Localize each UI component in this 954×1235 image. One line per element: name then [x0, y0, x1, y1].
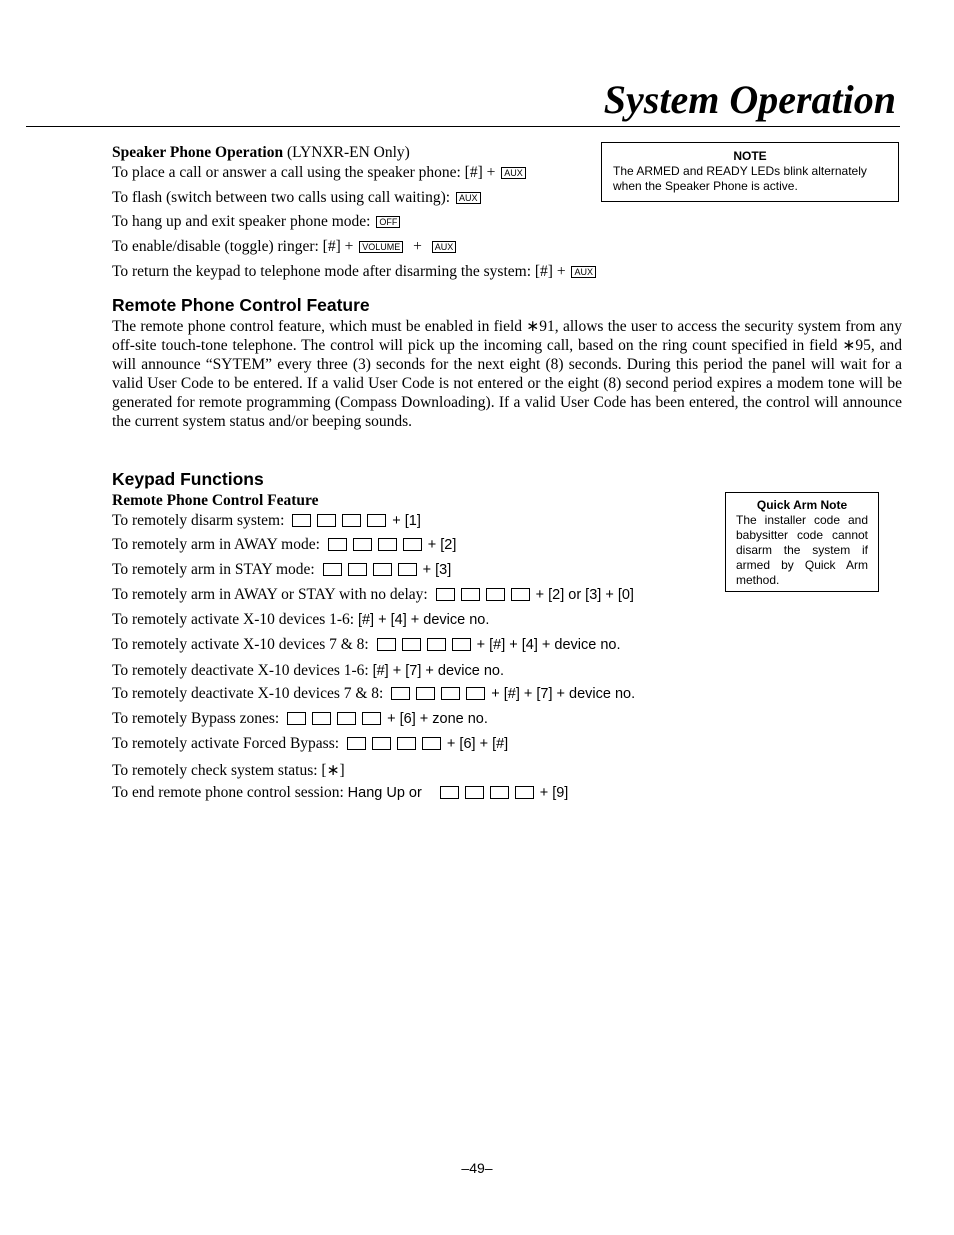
- speaker-note-box: [601, 142, 899, 202]
- keypad-heading: Keypad Functions: [112, 469, 264, 489]
- speaker-line-text: To hang up and exit speaker phone mode:: [112, 213, 371, 230]
- keypad-line-label: To remotely arm in AWAY or STAY with no delay:: [112, 586, 428, 603]
- code-boxes: [328, 538, 428, 556]
- keypad-line-label: To remotely deactivate X-10 devices 1-6:: [112, 662, 369, 679]
- speaker-line-text: To return the keypad to telephone mode after disarming the system: [#] +: [112, 263, 566, 280]
- quick-arm-note-box: [725, 492, 879, 592]
- keypad-line: [112, 784, 568, 804]
- keypad-line: [112, 685, 635, 705]
- keypad-line-suffix: + [3]: [422, 562, 452, 578]
- keypad-line-label: To remotely check system status: [∗]: [112, 762, 345, 779]
- speaker-line: [112, 164, 526, 182]
- keypad-line-suffix: + [6] + [#]: [446, 736, 509, 752]
- speaker-heading-suffix: (LYNXR-EN Only): [286, 144, 410, 161]
- keypad-line-suffix: + [2]: [427, 537, 457, 553]
- keypad-line-suffix: + [9]: [539, 785, 569, 801]
- speaker-line: [112, 238, 456, 256]
- remote-section-heading: Remote Phone Control Feature: [112, 295, 370, 315]
- keypad-line: [112, 636, 621, 656]
- speaker-heading-line: [112, 144, 410, 162]
- aux-key: AUX: [456, 192, 481, 204]
- keypad-line-suffix: + [#] + [4] + device no.: [476, 637, 621, 653]
- volume-key: VOLUME: [359, 241, 403, 253]
- code-boxes: [377, 638, 477, 656]
- keypad-line-suffix: + [1]: [392, 513, 421, 529]
- keypad-line: [112, 662, 504, 680]
- off-key: OFF: [376, 216, 400, 228]
- speaker-line: [112, 263, 596, 281]
- code-boxes: [323, 563, 423, 581]
- note-title: Quick Arm Note: [756, 498, 848, 512]
- plus-sign: +: [413, 238, 422, 255]
- keypad-line-label: To end remote phone control session:: [112, 784, 344, 801]
- code-boxes: [347, 737, 447, 755]
- keypad-line-label: To remotely activate X-10 devices 7 & 8:: [112, 636, 369, 653]
- code-boxes: [440, 786, 540, 804]
- remote-section-paragraph: The remote phone control feature, which must be enabled in field ∗91, allows the user to access the security system from any off-site touch-tone telephone. The control will pick up the incoming call, based on the ring count specified in field ∗95, and will announce “SYTEM” every three (3) seconds for the next eight (8) seconds. During this period the panel will wait for a valid User Code to be entered. If a valid User Code is not entered or the eight (8) second period expires a modem tone will be generated for remote programming (Compass Downloading). If a valid User Code has been entered, the control will announce the current system status and/or beeping sounds.: [112, 318, 902, 430]
- keypad-line-suffix: + [6] + zone no.: [387, 711, 488, 727]
- speaker-line-text: To enable/disable (toggle) ringer: [#] +: [112, 238, 354, 255]
- keypad-subheading: Remote Phone Control Feature: [112, 492, 319, 509]
- code-boxes: [292, 514, 392, 532]
- keypad-line-label: To remotely activate X-10 devices 1-6:: [112, 611, 355, 628]
- note-title: NOTE: [733, 149, 767, 163]
- note-text: The ARMED and READY LEDs blink alternately when the Speaker Phone is active.: [613, 164, 867, 193]
- keypad-line-suffix: [#] + [4] + device no.: [357, 612, 490, 628]
- aux-key: AUX: [432, 241, 457, 253]
- aux-key: AUX: [501, 167, 526, 179]
- keypad-line: [112, 611, 489, 629]
- keypad-line-suffix: + [#] + [7] + device no.: [491, 686, 636, 702]
- keypad-line-label: To remotely disarm system:: [112, 512, 285, 529]
- speaker-line: [112, 189, 481, 207]
- page-number: –49–: [461, 1160, 493, 1176]
- keypad-line-label: To remotely arm in STAY mode:: [112, 561, 315, 578]
- keypad-line: [112, 710, 488, 730]
- keypad-line-label: To remotely deactivate X-10 devices 7 & 8:: [112, 685, 384, 702]
- keypad-line-suffix: + [2] or [3] + [0]: [535, 587, 634, 603]
- keypad-line: [112, 761, 345, 780]
- keypad-line: [112, 536, 456, 556]
- speaker-line-text: To place a call or answer a call using the speaker phone: [#] +: [112, 164, 496, 181]
- keypad-line-label: To remotely Bypass zones:: [112, 710, 280, 727]
- keypad-line-label: To remotely activate Forced Bypass:: [112, 735, 340, 752]
- title-rule: [26, 126, 900, 127]
- code-boxes: [391, 687, 491, 705]
- page-title: System Operation: [603, 77, 896, 122]
- keypad-line: [112, 512, 421, 532]
- keypad-line: [112, 735, 508, 755]
- aux-key: AUX: [571, 266, 596, 278]
- note-text: The installer code and babysitter code cannot disarm the system if armed by Quick Arm method.: [736, 513, 868, 587]
- speaker-heading: Speaker Phone Operation: [112, 144, 284, 161]
- keypad-line-suffix: [#] + [7] + device no.: [372, 663, 504, 679]
- speaker-line-text: To flash (switch between two calls using call waiting):: [112, 189, 451, 206]
- keypad-line-mid: Hang Up or: [347, 785, 422, 801]
- speaker-line: [112, 213, 400, 231]
- code-boxes: [436, 588, 536, 606]
- keypad-line-label: To remotely arm in AWAY mode:: [112, 536, 320, 553]
- keypad-line: [112, 586, 634, 606]
- keypad-line: [112, 561, 451, 581]
- code-boxes: [287, 712, 387, 730]
